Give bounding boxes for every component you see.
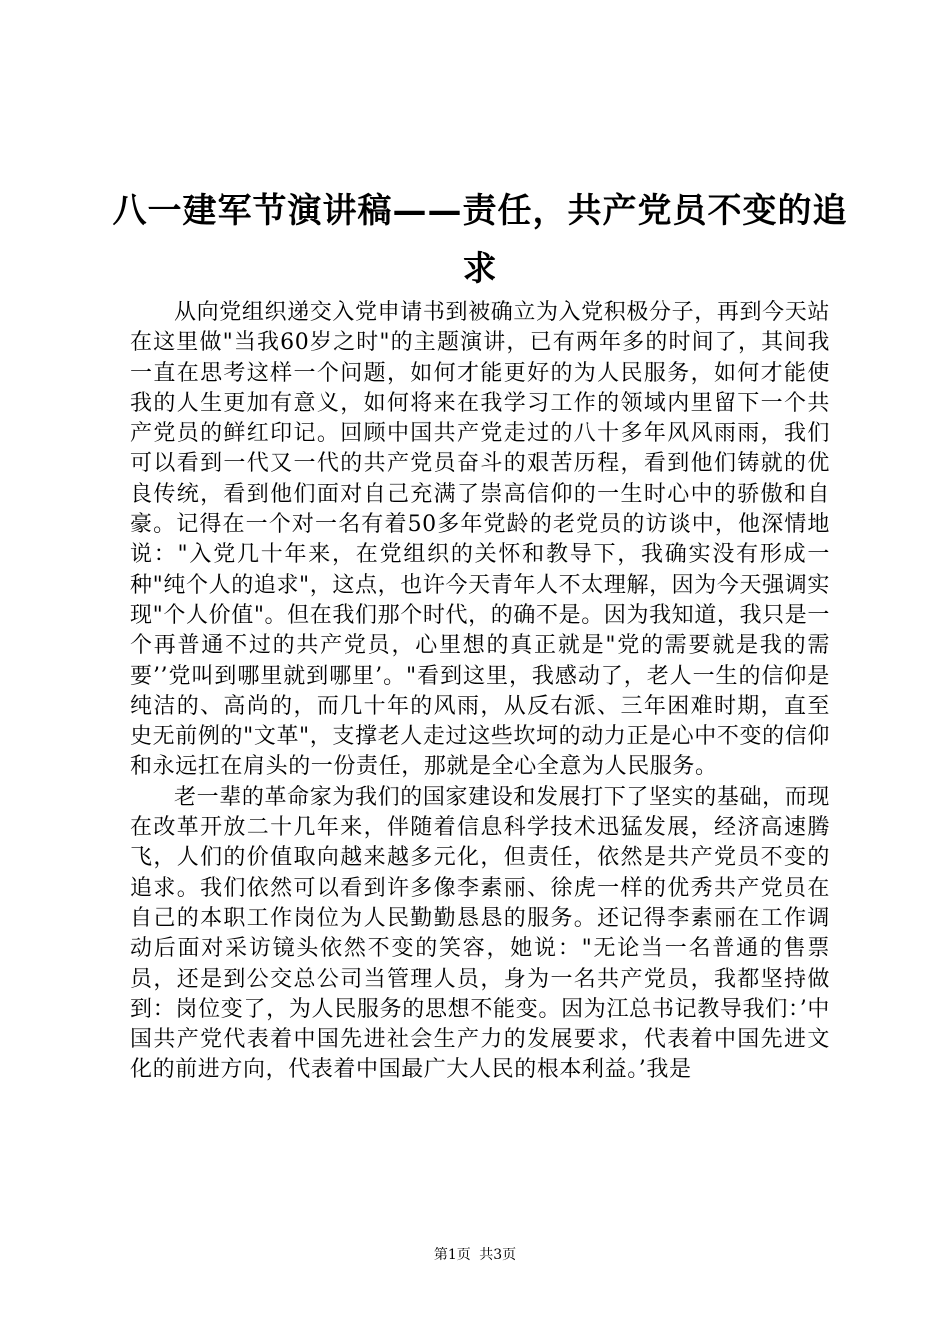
document-title: 八一建军节演讲稿——责任，共产党员不变的追求 xyxy=(112,191,848,289)
paragraph-1: 从向党组织递交入党申请书到被确立为入党积极分子，再到今天站在这里做"当我60岁之时"的主题演讲，已有两年多的时间了，其间我一直在思考这样一个问题，如何才能更好的为人民服务，如何才能使我的人生更加有意义，如何将来在我学习工作的领域内里留下一个共产党员的鲜红印记。回顾中国共产党走过的八十多年风风雨雨，我们可以看到一代又一代的共产党员奋斗的艰苦历程，看到他们铸就的优良传统，看到他们面对自己充满了崇高信仰的一生时心中的骄傲和自豪。记得在一个对一名有着50多年党龄的老党员的访谈中，他深情地说："入党几十年来，在党组织的关怀和教导下，我确实没有形成一种"纯个人的追求"，这点，也许今天青年人不太理解，因为今天强调实现"个人价值"。但在我们那个时代，的确不是。因为我知道，我只是一个再普通不过的共产党员，心里想的真正就是"党的需要就是我的需要’’党叫到哪里就到哪里’。"看到这里，我感动了，老人一生的信仰是纯洁的、高尚的，而几十年的风雨，从反右派、三年困难时期，直至史无前例的"文革"，支撑老人走过这些坎坷的动力正是心中不变的信仰和永远扛在肩头的一份责任，那就是全心全意为人民服务。 xyxy=(130,300,830,780)
page-footer xyxy=(0,1245,950,1265)
document-body xyxy=(130,298,830,1086)
page-total: 共3页 xyxy=(479,1247,517,1263)
paragraph-2: 老一辈的革命家为我们的国家建设和发展打下了坚实的基础，而现在改革开放二十几年来，伴随着信息科学技术迅猛发展，经济高速腾飞，人们的价值取向越来越多元化，但责任，依然是共产党员不变的追求。我们依然可以看到许多像李素丽、徐虎一样的优秀共产党员在自己的本职工作岗位为人民勤勤恳恳的服务。还记得李素丽在工作调动后面对采访镜头依然不变的笑容，她说："无论当一名普通的售票员，还是到公交总公司当管理人员，身为一名共产党员，我都坚持做到：岗位变了，为人民服务的思想不能变。因为江总书记教导我们：’中国共产党代表着中国先进社会生产力的发展要求，代表着中国先进文化的前进方向，代表着中国最广大人民的根本利益。’我是 xyxy=(130,784,830,1083)
page-number: 第1页 xyxy=(433,1247,471,1263)
